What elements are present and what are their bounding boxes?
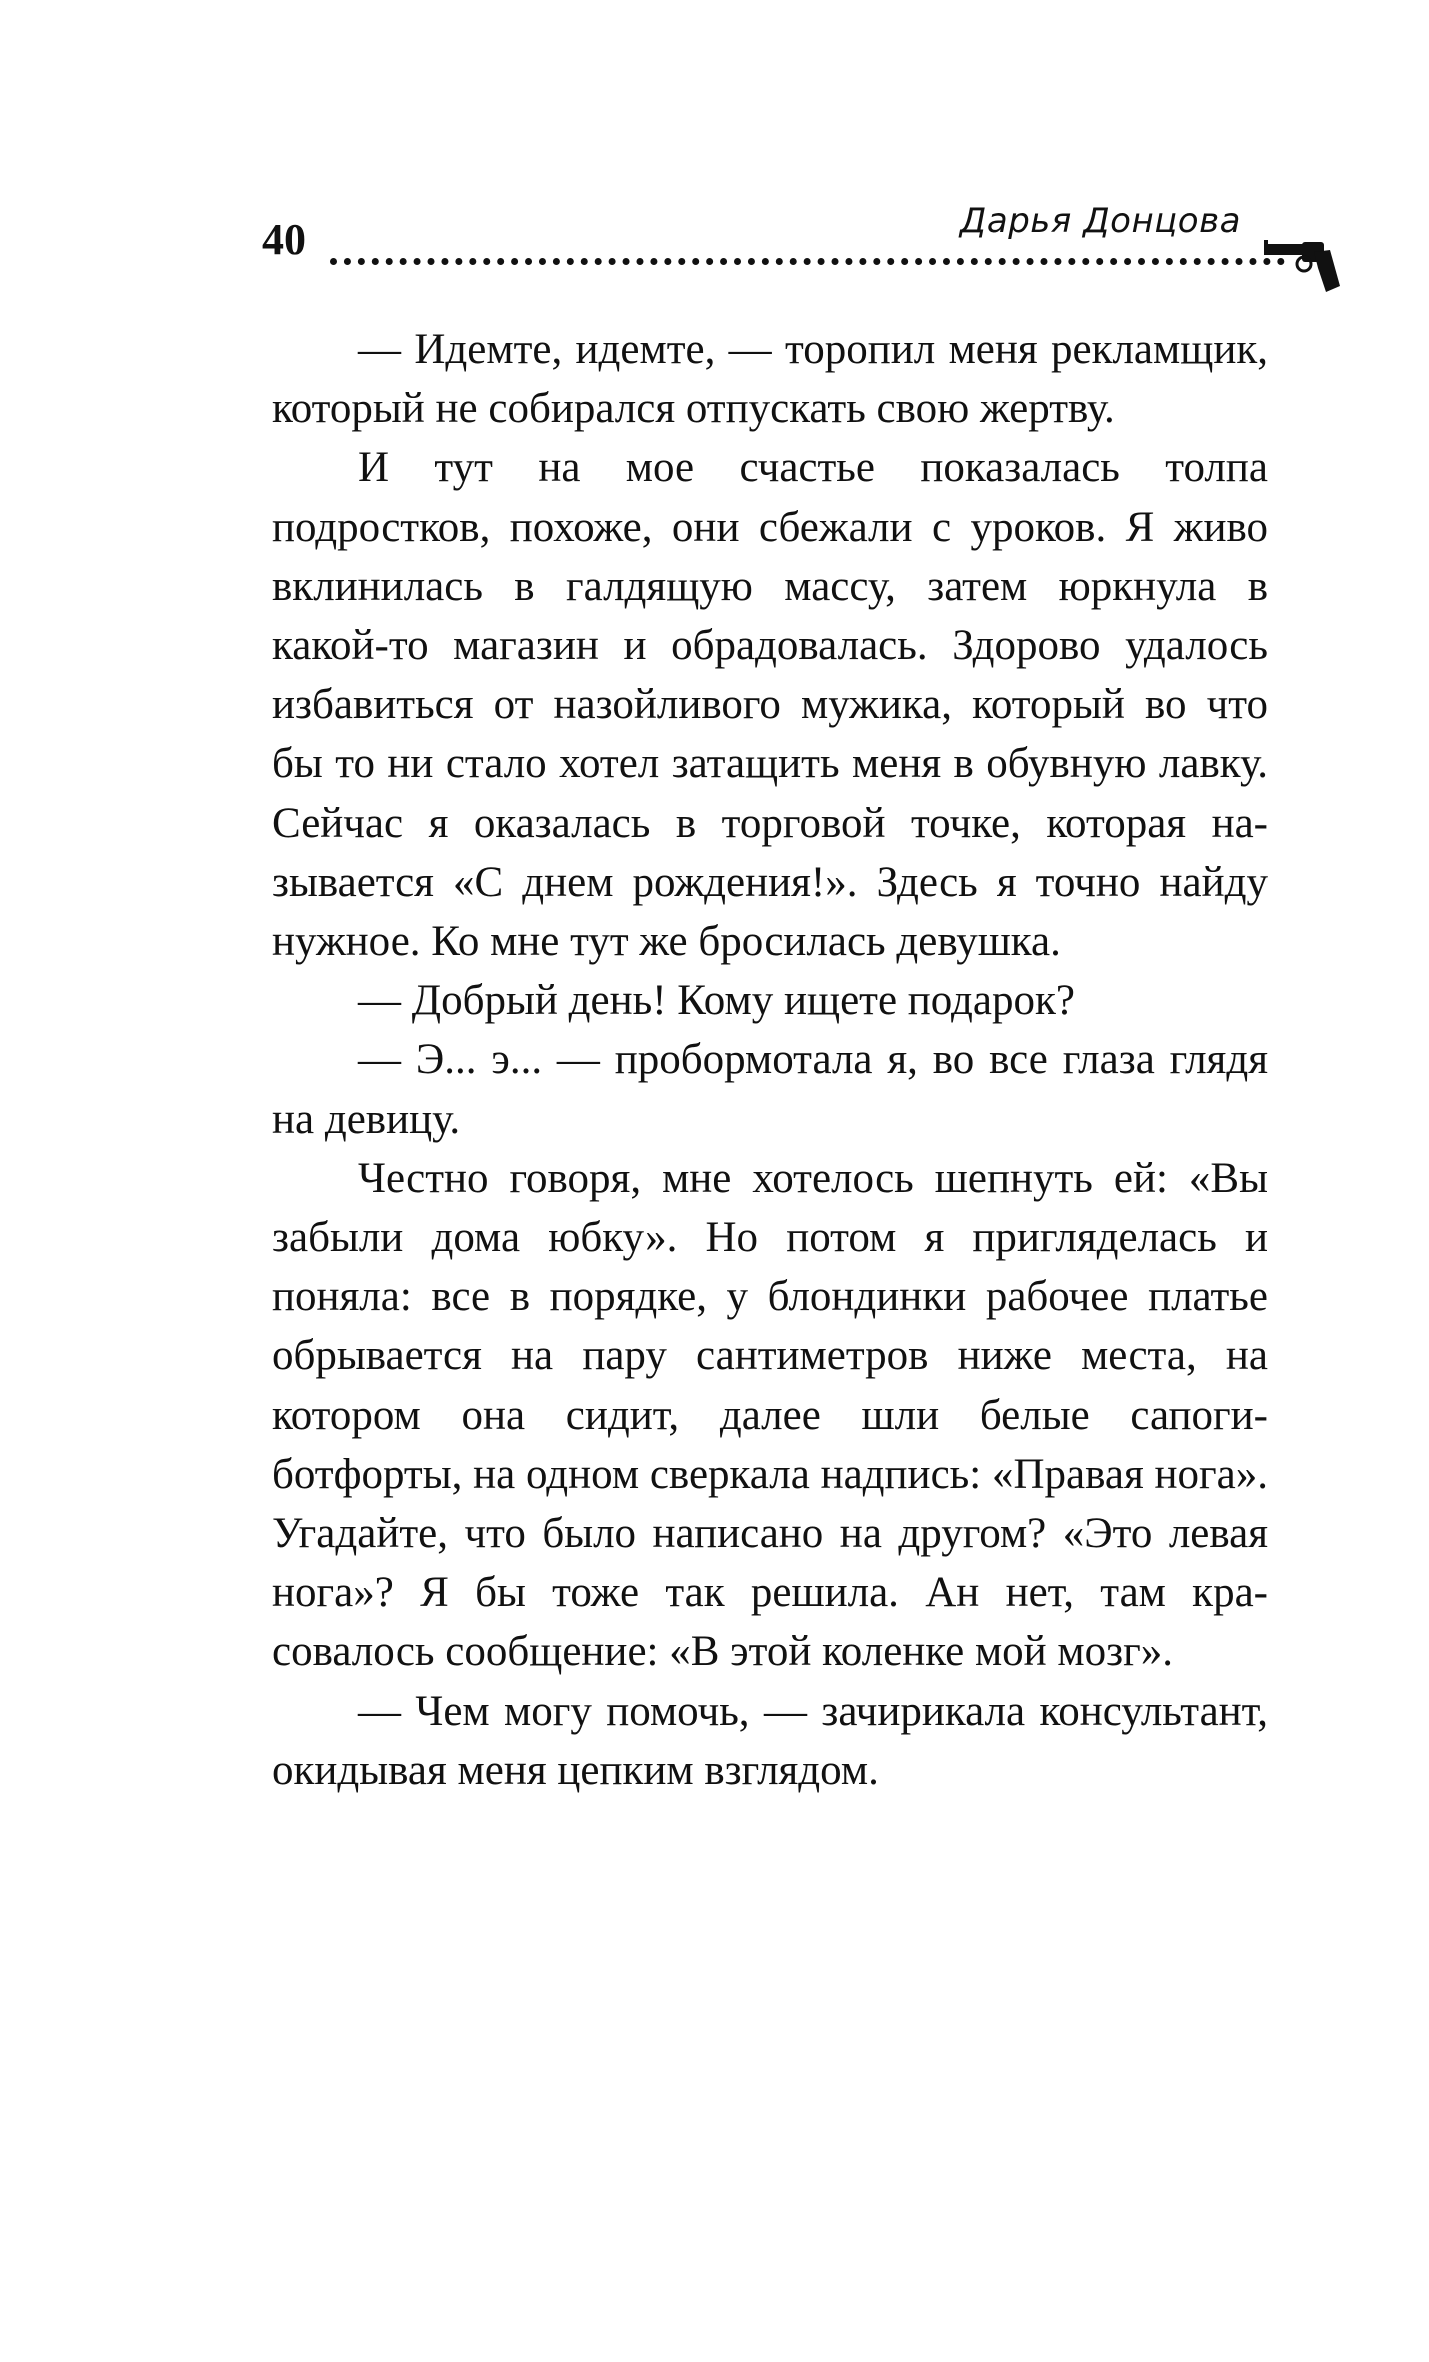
running-head-author: Дарья Донцова [959,201,1241,241]
header-dotted-rule [330,258,1285,265]
paragraph: Честно говоря, мне хотелось шепнуть ей: «Вы забыли дома юбку». Но потом я пригляделась и поняла: все в порядке, у блондинки рабочее платье обрывается на пару сантиметров ниже места, на котором она сидит, далее шли белые сапоги-ботфорты, на одном сверкала надпись: «Правая нога». Угадайте, что было написано на другом? «Это левая нога»? Я бы тоже так решила. Ан нет, там красовалось сообщение: «В этой коленке мой мозг». [272,1154,1268,1676]
paragraph: — Чем могу помочь, — зачирикала консультант, окидывая меня цепким взглядом. [272,1687,1268,1794]
paragraph: — Добрый день! Кому ищете подарок? [358,977,1075,1025]
paragraph: — Э... э... — пробормотала я, во все глаза глядя на девицу. [272,1036,1268,1143]
page-number: 40 [262,215,306,264]
body-text [272,320,1268,1800]
paragraph: И тут на мое счастье показалась толпа подростков, похоже, они сбежали с уроков. Я живо вклинилась в галдящую массу, затем юркнула в какой-то магазин и обрадовалась. Здорово удалось избавиться от назойливого мужика, который во что бы то ни стало хотел затащить меня в обувную лавку. Сейчас я оказалась в торговой точке, которая называется «С днем рождения!». Здесь я точно найду нужное. Ко мне тут же бросилась девушка. [272,444,1268,966]
revolver-icon [1262,238,1340,296]
paragraph: — Идемте, идемте, — торопил меня рекламщик, который не собирался отпускать свою жертву. [272,326,1268,433]
